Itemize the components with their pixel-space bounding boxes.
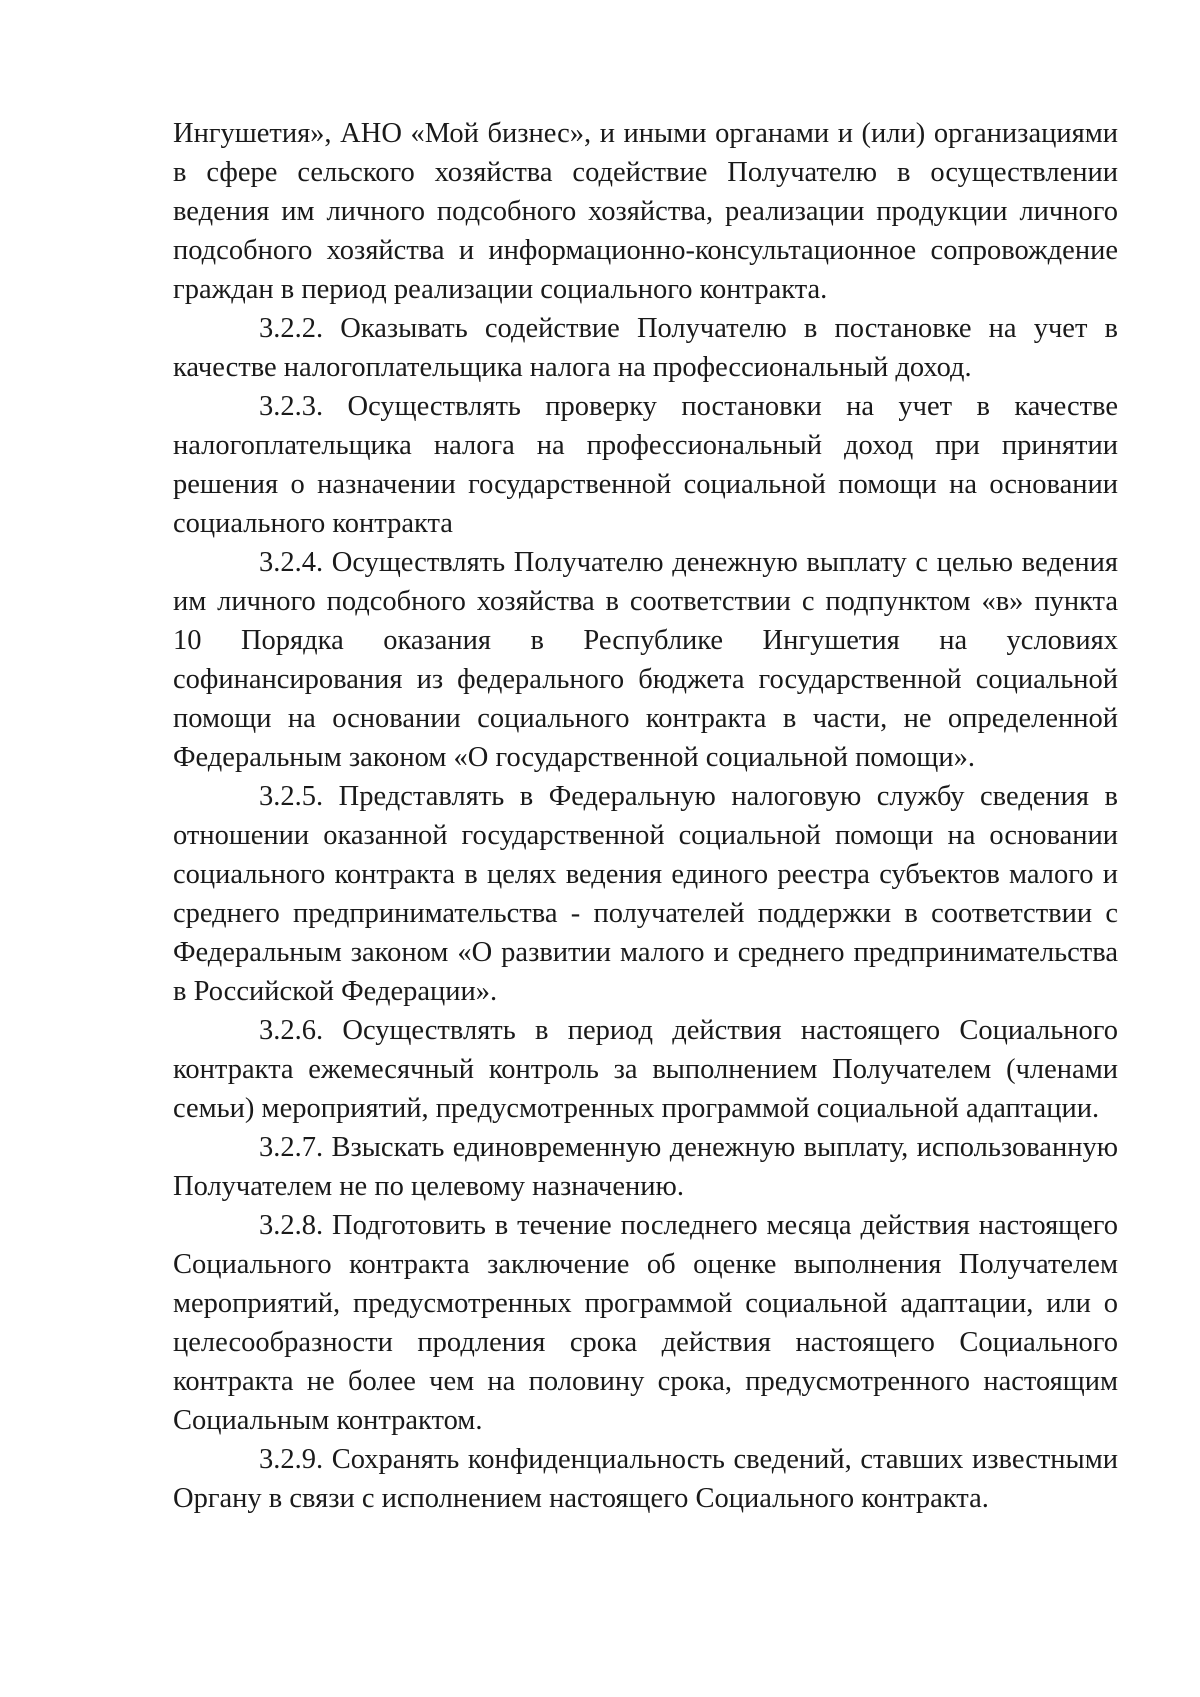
paragraph-3-2-6: 3.2.6. Осуществлять в период действия настоящего Социального контракта ежемесячный контроль за выполнением Получателем (членами семьи) мероприятий, предусмотренных программой социальной адаптации. [173,1015,1118,1124]
document-body [173,114,1118,1518]
paragraph-3-2-4: 3.2.4. Осуществлять Получателю денежную выплату с целью ведения им личного подсобного хозяйства в соответствии с подпунктом «в» пункта 10 Порядка оказания в Республике Ингушетия на условиях софинансирования из федерального бюджета государственной социальной помощи на основании социального контракта в части, не определенной Федеральным законом «О государственной социальной помощи». [173,547,1118,773]
paragraph-3-2-9: 3.2.9. Сохранять конфиденциальность сведений, ставших известными Органу в связи с исполнением настоящего Социального контракта. [173,1444,1118,1514]
paragraph-3-2-5: 3.2.5. Представлять в Федеральную налоговую службу сведения в отношении оказанной государственной социальной помощи на основании социального контракта в целях ведения единого реестра субъектов малого и среднего предпринимательства - получателей поддержки в соответствии с Федеральным законом «О развитии малого и среднего предпринимательства в Российской Федерации». [173,781,1118,1007]
paragraph-3-2-2: 3.2.2. Оказывать содействие Получателю в постановке на учет в качестве налогоплательщика налога на профессиональный доход. [173,313,1118,383]
paragraph-3-2-3: 3.2.3. Осуществлять проверку постановки на учет в качестве налогоплательщика налога на профессиональный доход при принятии решения о назначении государственной социальной помощи на основании социального контракта [173,391,1118,539]
paragraph-3-2-7: 3.2.7. Взыскать единовременную денежную выплату, использованную Получателем не по целевому назначению. [173,1132,1118,1202]
paragraph-3-2-8: 3.2.8. Подготовить в течение последнего месяца действия настоящего Социального контракта заключение об оценке выполнения Получателем мероприятий, предусмотренных программой социальной адаптации, или о целесообразности продления срока действия настоящего Социального контракта не более чем на половину срока, предусмотренного настоящим Социальным контрактом. [173,1210,1118,1436]
paragraph-continuation: Ингушетия», АНО «Мой бизнес», и иными органами и (или) организациями в сфере сельского хозяйства содействие Получателю в осуществлении ведения им личного подсобного хозяйства, реализации продукции личного подсобного хозяйства и информационно-консультационное сопровождение граждан в период реализации социального контракта. [173,118,1118,305]
